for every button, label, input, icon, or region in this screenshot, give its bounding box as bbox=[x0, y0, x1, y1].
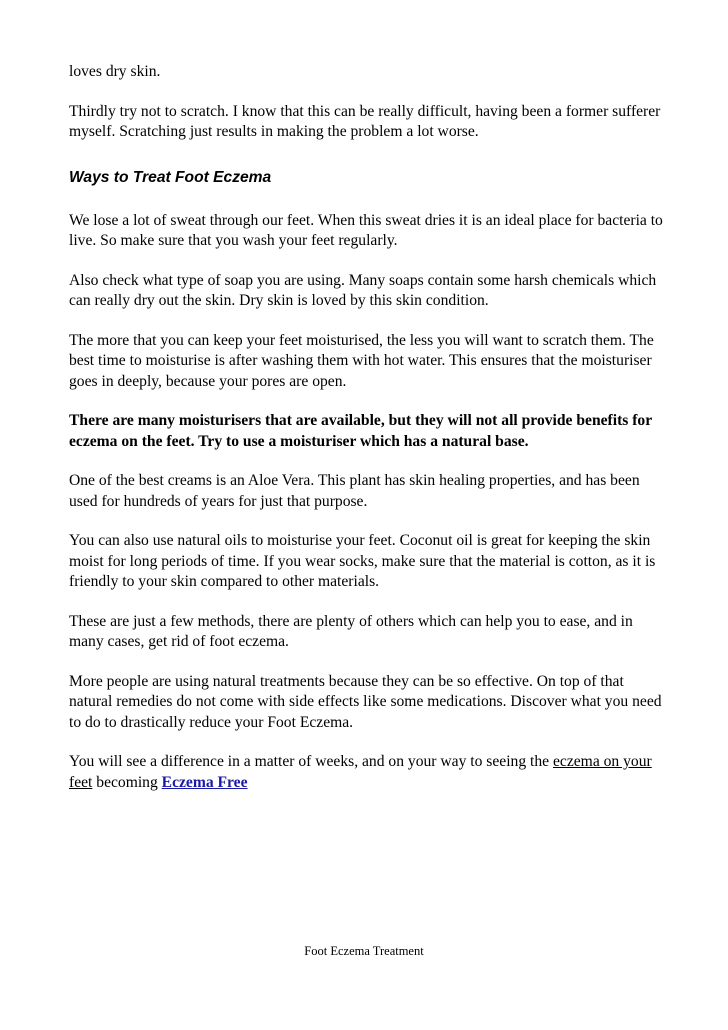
paragraph-soap: Also check what type of soap you are using. Many soaps contain some harsh chemicals which can really dry out the skin. Dry skin is loved by this skin condition. bbox=[69, 271, 657, 309]
paragraph-closing bbox=[69, 752, 669, 793]
paragraph-sweat: We lose a lot of sweat through our feet. When this sweat dries it is an ideal place for bacteria to live. So make sure that you wash your feet regularly. bbox=[69, 211, 663, 249]
section-heading: Ways to Treat Foot Eczema bbox=[69, 168, 272, 186]
page-footer: Foot Eczema Treatment bbox=[304, 944, 424, 958]
eczema-free-link[interactable]: Eczema Free bbox=[161, 773, 248, 791]
closing-prefix: You will see a difference in a matter of weeks, and on your way to seeing the bbox=[69, 753, 553, 770]
paragraph-natural-oils: You can also use natural oils to moisturise your feet. Coconut oil is great for keeping the skin moist for long periods of time. If you wear socks, make sure that the material is cotton, as it is friendly to your skin compared to other materials. bbox=[69, 532, 656, 590]
paragraph-scratch: Thirdly try not to scratch. I know that this can be really difficult, having been a former sufferer myself. Scratching just results in making the problem a lot worse. bbox=[69, 102, 661, 140]
eczema-on-feet-link[interactable]: eczema on your feet bbox=[69, 753, 652, 791]
paragraph-aloe-vera: One of the best creams is an Aloe Vera. This plant has skin healing properties, and has been used for hundreds of years for just that purpose. bbox=[69, 472, 640, 510]
paragraph-moisturisers-bold: There are many moisturisers that are available, but they will not all provide benefits for eczema on the feet. Try to use a moisturiser which has a natural base. bbox=[69, 412, 652, 450]
document-body bbox=[69, 62, 669, 812]
paragraph-methods: These are just a few methods, there are plenty of others which can help you to ease, and in many cases, get rid of foot eczema. bbox=[69, 612, 633, 650]
closing-middle: becoming bbox=[92, 773, 162, 791]
paragraph-natural-treatments: More people are using natural treatments because they can be so effective. On top of that natural remedies do not come with side effects like some medications. Discover what you need to do to drastically reduce your Foot Eczema. bbox=[69, 672, 662, 731]
paragraph-moisturise: The more that you can keep your feet moisturised, the less you will want to scratch them. The best time to moisturise is after washing them with hot water. This ensures that the moisturiser goes in deeply, because your pores are open. bbox=[69, 331, 654, 390]
intro-fragment: loves dry skin. bbox=[69, 63, 161, 80]
